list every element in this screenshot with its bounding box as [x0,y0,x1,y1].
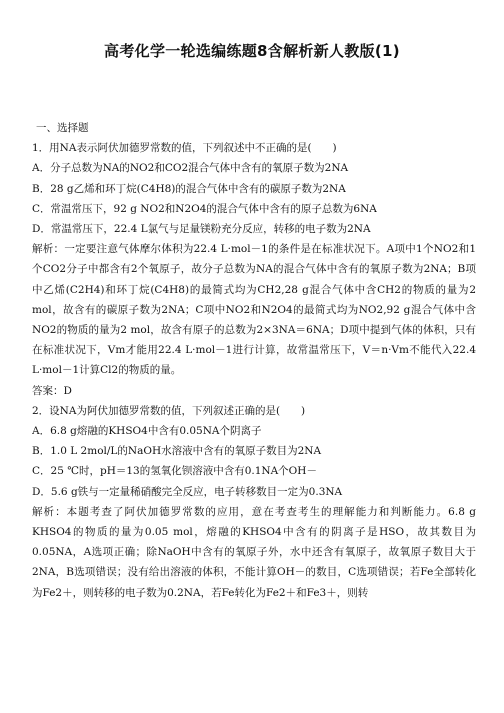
question-1-stem: 1．用NA表示阿伏加德罗常数的值，下列叙述中不正确的是( ) [32,142,337,155]
document-title: 高考化学一轮选编练题8含解析新人教版(1) [104,42,400,60]
question-1-option-d: D．常温常压下，22.4 L氯气与足量镁粉充分反应，转移的电子数为2NA [32,223,371,236]
document-body [32,118,476,603]
question-2-stem: 2．设NA为阿伏加德罗常数的值，下列叙述正确的是( ) [32,404,306,417]
question-1-option-b: B．28 g乙烯和环丁烷(C4H8)的混合气体中含有的碳原子数为2NA [32,182,346,195]
question-2-option-d: D．5.6 g铁与一定量稀硝酸完全反应，电子转移数目一定为0.3NA [32,485,343,498]
question-1-option-c: C．常温常压下，92 g NO2和N2O4的混合气体中含有的原子总数为6NA [32,202,377,215]
section-heading: 一、选择题 [36,122,89,134]
question-2-option-b: B．1.0 L 2mol/L的NaOH水溶液中含有的氧原子数目为2NA [32,445,322,458]
question-2-option-c: C．25 ℃时，pH＝13的氢氧化钡溶液中含有0.1NA个OH－ [32,465,317,478]
question-1-option-a: A．分子总数为NA的NO2和CO2混合气体中含有的氧原子数为2NA [32,162,349,175]
question-1-answer: 答案：D [32,384,72,397]
question-2-option-a: A．6.8 g熔融的KHSO4中含有0.05NA个阴离子 [32,425,262,438]
question-2-analysis: 解析：本题考查了阿伏加德罗常数的应用，意在考查考生的理解能力和判断能力。6.8 g KHSO4的物质的量为0.05 mol，熔融的KHSO4中含有的阴离子是HSO，故其数目为0.05NA，A选项正确；除NaOH中含有的氧原子外，水中还含有氧原子，故氧原子数目大于2NA，B选项错误；没有给出溶液的体积，不能计算OH－的数目，C选项错误；若Fe全部转化为Fe2＋，则转移的电子数为0.2NA，若Fe转化为Fe2＋和Fe3＋，则转 [32,505,476,599]
question-1-analysis: 解析：一定要注意气体摩尔体积为22.4 L·mol－1的条件是在标准状况下。A项中1个NO2和1个CO2分子中都含有2个氧原子，故分子总数为NA的混合气体中含有的氧原子数为2NA；B项中乙烯(C2H4)和环丁烷(C4H8)的最简式均为CH2,28 g混合气体中含CH2的物质的量为2 mol，故含有的碳原子数为2NA；C项中NO2和N2O4的最简式均为NO2,92 g混合气体中含NO2的物质的量为2 mol，故含有原子的总数为2×3NA＝6NA；D项中提到气体的体积，只有在标准状况下，Vm才能用22.4 L·mol－1进行计算，故常温常压下，V＝n·Vm不能代入22.4 L·mol－1计算Cl2的物质的量。 [32,243,476,377]
